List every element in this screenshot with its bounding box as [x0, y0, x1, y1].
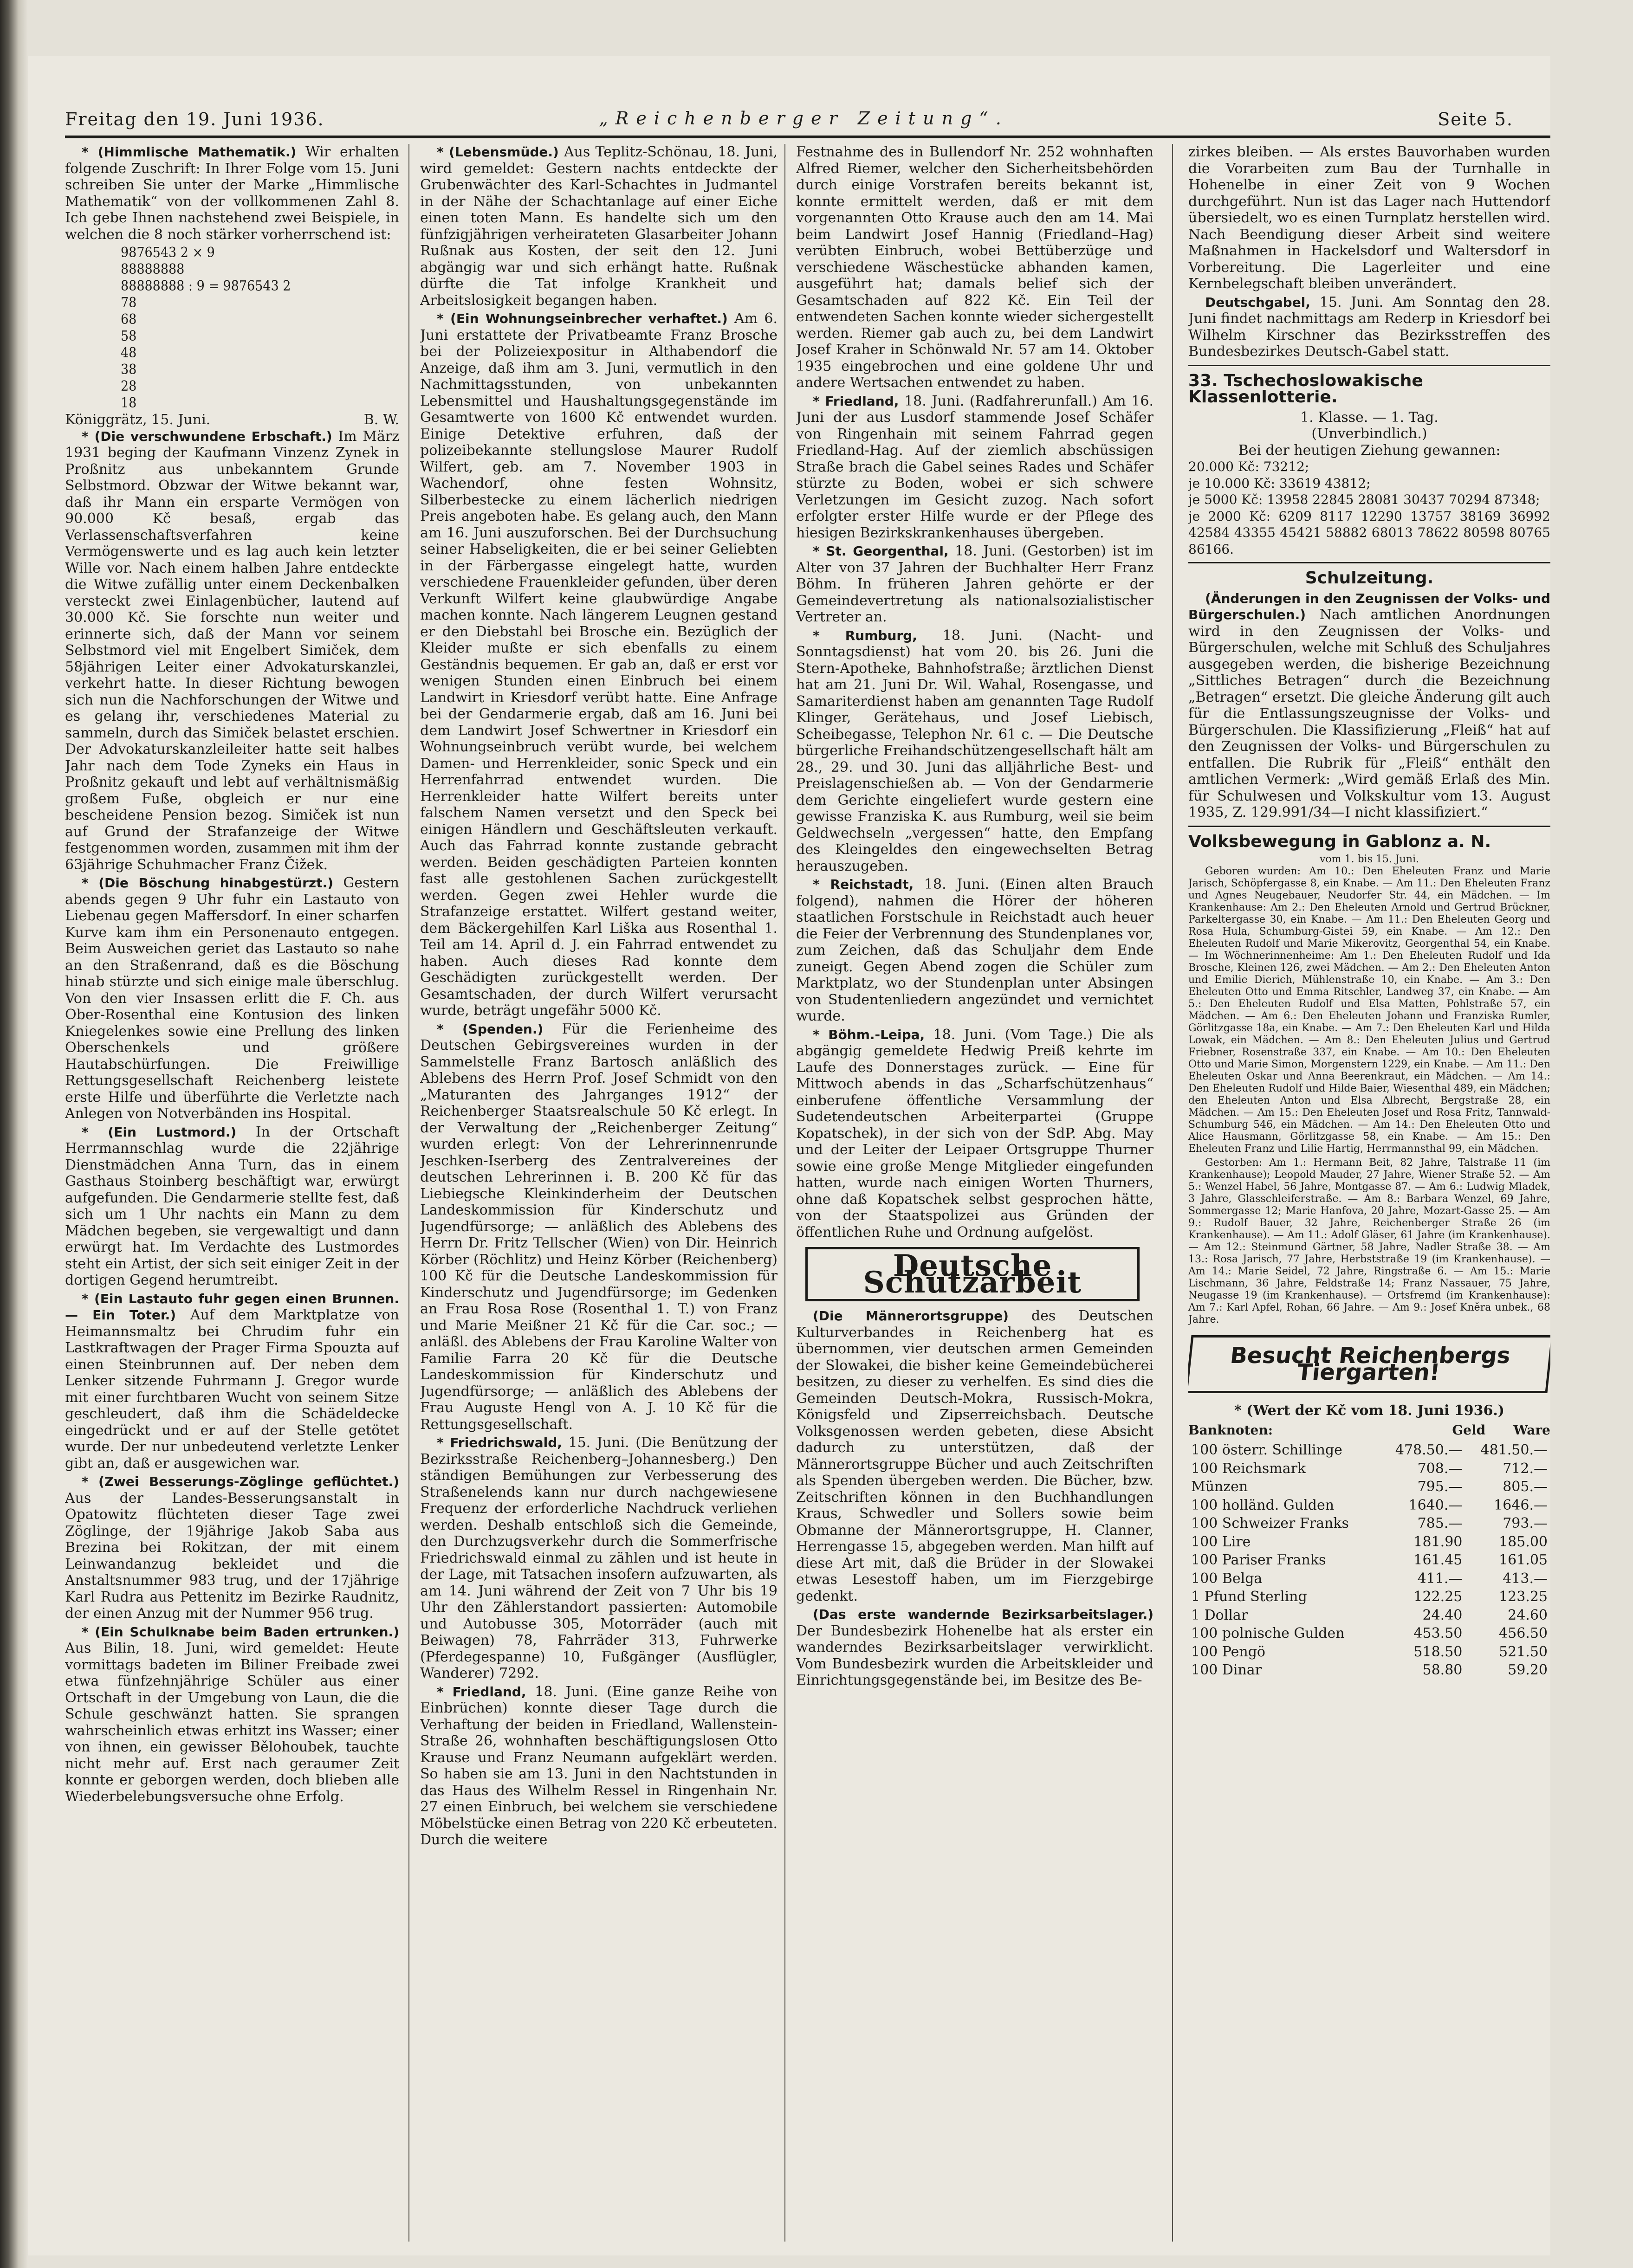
exchange-table [1188, 1441, 1550, 1680]
article-continuation [796, 144, 1153, 391]
exchange-currency: 100 österr. Schillinge [1191, 1442, 1342, 1458]
article [1188, 294, 1550, 360]
article-heading: (Das erste wandernde Bezirksarbeitslager.) [813, 1607, 1153, 1622]
article-body: Der Bundesbezirk Hohenelbe hat als erster ein wanderndes Bezirksarbeitslager verwirklicht. Vom Bundesbezirk wurden die Arbeitskleider und Einrichtungsgegenstände bei, im Besitze des Be- [796, 1622, 1153, 1688]
exchange-bid: 161.45 [1413, 1552, 1463, 1568]
article [65, 1473, 399, 1622]
exchange-bid: 181.90 [1413, 1533, 1463, 1550]
article-heading: * Friedrichswald, [437, 1435, 562, 1450]
exchange-ask: 24.60 [1508, 1607, 1548, 1623]
article-heading: * Rumburg, [813, 627, 917, 643]
article-body: Wir erhalten folgende Zuschrift: In Ihrer Folge vom 15. Juni schreiben Sie unter der Marke „Himmlische Mathematik“ von der vollkommenen Zahl 8. Ich gebe Ihnen nachstehend zwei Beispiele, in welchen die 8 noch stärker vorherrschend ist: [65, 144, 399, 243]
article-heading: Deutschgabel, [1205, 294, 1310, 310]
article-body: Für die Ferienheime des Deutschen Gebirgsvereines wurden in der Sammelstelle Franz Bartosch anläßlich des Ablebens des Herrn Prof. Josef Schmidt von den „Maturanten des Jahrganges 1912“ der Reichenberger Staatsrealschule 50 Kč erlegt. In der Verwaltung der „Reichenberger Zeitung“ wurden erlegt: Von der Lehrerinnenrunde Jeschken-Iserberg des Zentralvereines der deutschen Lehrerinnen i. B. 200 Kč für das Liebiegsche Kleinkinderheim der Deutschen Landeskommission für Kinderschutz und Jugendfürsorge; — anläßlich des Ablebens des Herrn Dr. Fritz Tellscher (Wien) von Dir. Heinrich Körber (Röchlitz) und Heinz Körber (Reichenberg) 100 Kč für die Deutsche Landeskommission für Kinderschutz und Jugendfürsorge; im Gedenken an Frau Rosa Rose (Rosenthal 1. T.) von Franz und Marie Meißner 21 Kč für die Car. soc.; — anläßl. des Ablebens der Frau Karoline Walter von Familie Farra 20 Kč für die Deutsche Landeskommission für Kinderschutz und Jugendfürsorge; — anläßlich des Ablebens der Frau Auguste Hengl von A. J. 10 Kč für die Rettungsgesellschaft. [420, 1021, 778, 1433]
math-example [65, 245, 399, 412]
article-heading: * (Die Böschung hinabgestürzt.) [82, 875, 334, 891]
exchange-bid: 518.50 [1413, 1643, 1463, 1660]
exchange-bid: 453.50 [1413, 1625, 1463, 1641]
article [420, 310, 778, 1019]
article-body: Am 6. Juni erstattete der Privatbeamte Franz Brosche bei der Polizeiexpositur in Althabendorf die Anzeige, daß ihm am 3. Juni, vermutlich in den Nachmittagsstunden, von unbekannten Lebensmittel und Haushaltungsgegenstände im Gesamtwerte von 1600 Kč entwendet wurden. Einige Detektive erfuhren, daß der polizeibekannte stellungslose Maurer Rudolf Wilfert, geb. am 7. November 1903 in Wachendorf, ohne festen Wohnsitz, Silberbestecke zu einem lächerlich niedrigen Preis angeboten habe. Es gelang auch, den Mann am 16. Juni auszuforschen. Bei der Durchsuchung seiner Habseligkeiten, die er bei seiner Geliebten in der Färbergasse eingelegt hatte, wurden verschiedene Frauenkleider gefunden, über deren Verkunft Wilfert keine glaubwürdige Angabe machen konnte. Nach längerem Leugnen gestand er den Diebstahl bei Brosche ein. Bezüglich der Kleider mußte er sich ebenfalls zu einem Geständnis bequemen. Er gab an, daß er erst vor wenigen Stunden einen Einbruch bei einem Landwirt in Kriesdorf verübt hatte. Eine Anfrage bei der Gendarmerie ergab, daß am 16. Juni bei dem Landwirt Josef Schwertner in Kriesdorf ein Wohnungseinbruch verübt wurde, bei welchem Damen- und Herrenkleider, sonic Speck und ein Herrenfahrrad entwendet wurden. Die Herrenkleider hatte Wilfert bereits unter falschem Namen versetzt und den Speck bei einigen Händlern und Geschäftsleuten verkauft. Auch das Fahrrad konnte zustande gebracht werden. Beiden geschädigten Parteien konnten fast alle gestohlenen Sachen zurückgestellt werden. Gegen zwei Hehler wurde die Strafanzeige erstattet. Wilfert gestand weiter, dem Bäckergehilfen Karl Liška aus Rosenthal 1. Teil am 14. April d. J. ein Fahrrad entwendet zu haben. Auch dieses Rad konnte dem Geschädigten zurückgestellt werden. Der Gesamtschaden, der durch Wilfert verursacht wurde, beträgt ungefähr 5000 Kč. [420, 310, 778, 1019]
article-heading: * (Himmlische Mathematik.) [82, 144, 297, 160]
exchange-currency: 100 Pariser Franks [1191, 1552, 1326, 1568]
exchange-columns [1188, 1422, 1550, 1439]
article-heading: * (Ein Schulknabe beim Baden ertrunken.) [82, 1624, 399, 1640]
exchange-currency: 100 Reichsmark [1191, 1460, 1306, 1477]
newspaper-title: „Reichenberger Zeitung“. [599, 108, 1009, 129]
column-4 [1188, 144, 1550, 2251]
exchange-currency: 100 holländ. Gulden [1191, 1497, 1335, 1513]
signature-place: Königgrätz, 15. Juni. [65, 412, 211, 428]
lottery-heading: 33. Tschechoslowakische Klassenlotterie. [1188, 371, 1423, 407]
exchange-currency: 100 Schweizer Franks [1191, 1515, 1349, 1531]
exchange-ask: 521.50 [1499, 1643, 1548, 1660]
article-heading: * (Zwei Besserungs-Zöglinge geflüchtet.) [82, 1474, 399, 1489]
column-2 [420, 144, 778, 2251]
exchange-bid: 478.50.— [1395, 1442, 1463, 1458]
article [420, 144, 778, 309]
scan-edge [0, 0, 28, 2268]
article-body: Aus der Landes-Besserungsanstalt in Opatowitz flüchteten dieser Tage zwei Zöglinge, der 19jährige Jakob Saba aus Brezina bei Rokitzan, der mit einem Leinwandanzug bekleidet und die Anstaltsnummer 983 trug, und der 17jährige Karl Rudra aus Pettenitz im Bezirke Raudnitz, der einen Anzug mit der Nummer 956 trug. [65, 1490, 399, 1622]
exchange-row [1188, 1606, 1550, 1625]
column-1 [65, 144, 399, 2242]
math-line: 88888888 : 9 = 9876543 2 [121, 278, 291, 294]
article-body: zirkes bleiben. — Als erstes Bauvorhaben wurden die Vorarbeiten zum Bau der Turnhalle in Hohenelbe in einer Zeit von 9 Wochen durchgeführt. Nun ist das Lager nach Huttendorf übersiedelt, wo es einen Turnplatz herstellen wird. Nach Beendigung dieser Arbeit sind weitere Maßnahmen in Hackelsdorf und Waltersdorf in Vorbereitung. Die Lagerleiter und eine Kernbelegschaft bleiben unverändert. [1188, 144, 1550, 292]
article-continuation [1188, 144, 1550, 292]
column-3 [796, 144, 1153, 2251]
exchange-row [1188, 1661, 1550, 1680]
article-body: 18. Juni. (Einen alten Brauch folgend), nahmen die Hörer der höheren staatlichen Forstschule in Reichstadt auch heuer die Feier der Verbrennung des Stundenplanes vor, zum Zeichen, daß das Schuljahr dem Ende zuneigt. Gegen Abend zogen die Schüler zum Marktplatz, wo der Stundenplan unter Absingen von Studentenliedern angezündet und vernichtet wurde. [796, 876, 1153, 1024]
exchange-bid: 785.— [1417, 1515, 1463, 1531]
article-heading: * St. Georgenthal, [813, 543, 949, 559]
article-body: 15. Juni. (Die Benützung der Bezirksstraße Reichenberg–Johannesberg.) Den ständigen Bemühungen zur Verbesserung des Straßenelends kann nur durch nachgewiesene Frequenz der erforderliche Nachdruck verliehen werden. Deshalb entschloß sich die Gemeinde, den Durchzugsverkehr durch die Sommerfrische Friedrichswald einmal zu zählen und ist heute in der Lage, mit Tatsachen insofern aufzuwarten, als am 14. Juni während der Zeit von 7 Uhr bis 19 Uhr den Zählerstandort passierten: Automobile und Autobusse 305, Motorräder (auch mit Beiwagen) 78, Fahrräder 313, Fuhrwerke (Pferdegespanne) 10, Fußgänger (Ausflügler, Wanderer) 7292. [420, 1434, 778, 1681]
math-line: 58 [121, 328, 137, 344]
exchange-ask: 456.50 [1499, 1625, 1548, 1641]
page-number: Seite 5. [1438, 109, 1513, 129]
exchange-bid: 708.— [1417, 1460, 1463, 1477]
article-body: In der Ortschaft Herrmannschlag wurde die 22jährige Dienstmädchen Anna Turn, das in einem Gasthaus Stoinberg beschäftigt war, erwürgt aufgefunden. Die Gendarmerie stellte fest, daß sich um 1 Uhr nachts ein Mann zu dem Mädchen begeben, sie vergewaltigt und dann erwürgt hat. Im Verdachte des Lustmordes steht ein Artist, der sich seit einiger Zeit in der dortigen Gegend herumtreibt. [65, 1124, 399, 1288]
article-body: Im März 1931 beging der Kaufmann Vinzenz Zynek in Proßnitz aus unbekanntem Grunde Selbstmord. Obzwar der Witwe bekannt war, daß ihr Mann ein ersparte Vermögen von 90.000 Kč besaß, ergab das Verlassenschaftsverfahren keine Vermögenswerte und es lag auch kein letzter Wille vor. Nach einem halben Jahre entdeckte die Witwe zufällig unter einem Deckenbalken versteckt zwei Einlagenbücher, lautend auf 30.000 Kč. Sie forschte nun weiter und erinnerte sich, daß der Mann vor seinem Selbstmord viel mit Engelbert Simiček, dem 58jährigen Leiter einer Advokaturskanzlei, verkehrt hatte. In dieser Richtung bewogen sich nun die Nachforschungen der Witwe und es gelang ihr, verschiedenes Material zu sammeln, durch das Simiček belastet erschien. Der Advokaturskanzleileiter hatte seit halbes Jahr nach dem Tode Zyneks ein Haus in Proßnitz gekauft und lebt auf verhältnismäßig großem Fuße, obgleich er nur eine bescheidene Pension bezog. Simiček ist nun auf Grund der Strafanzeige der Witwe festgenommen worden, zusammen mit ihm der 63jährige Schuhmacher Franz Čižek. [65, 428, 399, 873]
lottery-results [1188, 459, 1550, 557]
math-line: 88888888 [121, 261, 185, 278]
exchange-ask: 1646.— [1494, 1497, 1548, 1513]
exchange-ask: 59.20 [1508, 1662, 1548, 1678]
exchange-currency: 100 Pengö [1191, 1643, 1265, 1660]
exchange-col-bid: Geld [1452, 1422, 1486, 1438]
article-body: 18. Juni. (Nacht- und Sonntagsdienst) hat vom 20. bis 26. Juni die Stern-Apotheke, Bahnhofstraße; ärztlichen Dienst hat am 21. Juni Dr. Wil. Wahal, Rosengasse, und Samariterdienst haben am genannten Tage Rudolf Klinger, Gerätehaus, und Josef Liebisch, Scheibegasse, Telephon Nr. 61 c. — Die Deutsche bürgerliche Freihandschützengesellschaft hält am 28., 29. und 30. Juni das alljährliche Best- und Preislagenschießen ab. — Von der Gendarmerie dem Gerichte eingeliefert wurde gestern eine gewisse Franziska K. aus Rumburg, weil sie beim Geldwechseln „vergessen“ hatte, den Empfang des Kleingeldes den eingewechselten Betrag herauszugeben. [796, 627, 1153, 874]
exchange-currency: 1 Pfund Sterling [1191, 1589, 1307, 1605]
population-period: vom 1. bis 15. Juni. [1319, 853, 1419, 865]
lottery-class: 1. Klasse. — 1. Tag. [1300, 409, 1439, 426]
math-line: 38 [121, 362, 137, 378]
exchange-bid: 24.40 [1422, 1607, 1463, 1623]
article-heading: * Reichstadt, [813, 877, 914, 892]
exchange-bid: 1640.— [1408, 1497, 1463, 1513]
article-body: Aus Teplitz-Schönau, 18. Juni, wird gemeldet: Gestern nachts entdeckte der Grubenwächter des Karl-Schachtes in Judmantel in der Nähe der Schachtanlage auf einer Eiche einen toten Mann. Es handelte sich um den fünfzigjährigen verheirateten Glasarbeiter Johann Rußnak aus Kosten, der seit den 12. Juni abgängig war und sich erhängt hatte. Rußnak dürfte die Tat infolge Krankheit und Arbeitslosigkeit begangen haben. [420, 144, 778, 309]
article [420, 1021, 778, 1433]
exchange-ask: 481.50.— [1480, 1442, 1548, 1458]
exchange-ask: 161.05 [1499, 1552, 1548, 1568]
math-line: 9876543 2 × 9 [121, 245, 215, 261]
lottery-intro: Bei der heutigen Ziehung gewannen: [1238, 442, 1501, 459]
article [65, 1124, 399, 1289]
exchange-row [1188, 1533, 1550, 1551]
exchange-col-ask: Ware [1513, 1422, 1550, 1438]
lottery-note: (Unverbindlich.) [1311, 426, 1427, 442]
math-line: 78 [121, 295, 137, 311]
exchange-row [1188, 1478, 1550, 1496]
column-divider [1172, 144, 1173, 2242]
section-title-box: Deutsche Schutzarbeit [805, 1247, 1140, 1301]
exchange-row [1188, 1514, 1550, 1533]
article [796, 1027, 1153, 1241]
math-line: 48 [121, 345, 137, 361]
math-line: 18 [121, 395, 137, 411]
exchange-row [1188, 1441, 1550, 1460]
exchange-ask: 805.— [1503, 1479, 1548, 1495]
population-heading: Volksbewegung in Gablonz a. N. [1188, 832, 1491, 851]
article-body: 18. Juni. (Vom Tage.) Die als abgängig gemeldete Hedwig Preiß kehrte im Laufe des Donnerstages zurück. — Eine für Mittwoch abends in das „Scharfschützenhaus“ einberufene öffentliche Versammlung der Sudetendeutschen Arbeiterpartei (Gruppe Kopatschek), in der sich von der SdP. Abg. May und der Leiter der Leipaer Ortsgruppe Thurner sowie eine große Menge Mitglieder eingefunden hatten, wurde nach einigen Worten Thurners, ohne daß Kopatschek selbst gesprochen hätte, von der Staatspolizei aus Gründen der öffentlichen Ruhe und Ordnung aufgelöst. [796, 1026, 1153, 1241]
article-body: 15. Juni. Am Sonntag den 28. Juni findet nachmittags am Rederp in Kriesdorf bei Wilhelm Kirschner das Bezirksstreffen des Bundesbezirkes Deutsch-Gabel statt. [1188, 294, 1550, 360]
article [1188, 590, 1550, 821]
article-heading: * (Ein Wohnungseinbrecher verhaftet.) [437, 311, 728, 326]
exchange-row [1188, 1496, 1550, 1515]
article-body: Festnahme des in Bullendorf Nr. 252 wohnhaften Alfred Riemer, welcher den Sicherheitsbehörden durch einige Vorstrafen bereits bekannt ist, konnte ermittelt werden, daß er mit dem vorgenannten Otto Krause auch den am 14. Mai beim Landwirt Josef Hannig (Friedland–Hag) verübten Einbruch, wobei Bettüberzüge und verschiedene Wäschestücke abhanden kamen, ausgeführt hat; damals belief sich der Gesamtschaden auf 822 Kč. Ein Teil der entwendeten Sachen konnte wieder sichergestellt werden. Riemer gab auch zu, bei dem Landwirt Josef Kraher in Schönwald Nr. 57 am 14. Oktober 1935 eingebrochen und eine goldene Uhr und andere Wertsachen entwendet zu haben. [796, 144, 1153, 391]
article-body: 18. Juni. (Gestorben) ist im Alter von 37 Jahren der Buchhalter Herr Franz Böhm. In früheren Jahren gehörte er der Gemeindevertretung als nationalsozialistischer Vertreter an. [796, 543, 1153, 625]
article-heading: * (Die verschwundene Erbschaft.) [82, 428, 332, 444]
exchange-row [1188, 1588, 1550, 1606]
lottery-line: je 2000 Kč: 6209 8117 12290 13757 38169 36992 42584 43355 45421 58882 68013 78622 80598 80765 86166. [1188, 508, 1550, 557]
article-heading: * Böhm.-Leipa, [813, 1027, 925, 1042]
exchange-currency: 1 Dollar [1191, 1607, 1248, 1623]
article-heading: * Friedland, [813, 393, 899, 409]
exchange-bid: 411.— [1417, 1570, 1463, 1587]
exchange-currency: 100 Belga [1191, 1570, 1263, 1587]
exchange-ask: 712.— [1503, 1460, 1548, 1477]
school-heading: Schulzeitung. [1305, 569, 1434, 588]
article-heading: * (Ein Lastauto fuhr gegen einen Brunnen. — Ein Toter.) [65, 1291, 399, 1323]
article-heading: (Die Männerortsgruppe) [813, 1308, 1009, 1324]
article [796, 543, 1153, 626]
section-rule [1188, 562, 1550, 563]
article-body: Auf dem Marktplatze von Heimannsmaltz bei Chrudim fuhr ein Lastkraftwagen der Prager Firma Spouzta auf einen Steinbrunnen auf. Der neben dem Lenker sitzende Fuhrmann J. Gregor wurde mit einer furchtbaren Wucht von seinem Sitze geschleudert, daß ihm die Schädeldecke eingedrückt und er auf der Stelle getötet wurde. Der nur unbedeutend verletzte Lenker gibt an, daß er ausgewichen war. [65, 1307, 399, 1472]
article [65, 1291, 399, 1472]
exchange-currency: 100 Lire [1191, 1533, 1251, 1550]
lottery-line: 20.000 Kč: 73212; [1188, 459, 1309, 474]
article-heading: * (Spenden.) [437, 1021, 544, 1037]
article [796, 627, 1153, 875]
article-heading: * (Ein Lustmord.) [82, 1124, 237, 1140]
article-body: Gestern abends gegen 9 Uhr fuhr ein Lastauto von Liebenau gegen Maffersdorf. In einer scharfen Kurve kam ihm ein Personenauto entgegen. Beim Ausweichen geriet das Lastauto so nahe an den Straßenrand, daß es die Böschung hinab stürzte und sich einige male überschlug. Von den vier Insassen erlitt die F. Ch. aus Ober-Rosenthal eine Kontusion des linken Kniegelenkes sowie eine Prellung des linken Oberschenkels und größere Hautabschürfungen. Die Freiwillige Rettungsgesellschaft Reichenberg leistete erste Hilfe und überführte die Verletzte nach Anlegen von Notverbänden ins Hospital. [65, 875, 399, 1122]
article [796, 876, 1153, 1025]
exchange-col-label: Banknoten: [1188, 1422, 1273, 1438]
article-heading: * (Lebensmüde.) [437, 144, 559, 160]
article-body: Aus Bilin, 18. Juni, wird gemeldet: Heute vormittags badeten im Biliner Freibade zwei etwa fünfzehnjährige Schüler aus einer Ortschaft in der Umgebung von Laun, die die Schule geschwänzt hatten. Sie sprangen wahrscheinlich etwas erhitzt ins Wasser; einer von ihnen, ein gewisser Bělohoubek, tauchte nicht mehr auf. Erst nach geraumer Zeit konnte er geborgen werden, doch blieben alle Wiederbelebungsversuche ohne Erfolg. [65, 1640, 399, 1805]
section-rule [1188, 826, 1550, 827]
article [420, 1684, 778, 1848]
article [420, 1434, 778, 1682]
article-body: 18. Juni. (Radfahrerunfall.) Am 16. Juni der aus Lusdorf stammende Josef Schäfer von Ringenhain mit seinem Fahrrad gegen Friedland-Hag. Auf der ziemlich abschüssigen Straße brach die Gabel seines Rades und Schäfer stürzte zu Boden, wobei er sich schwere Verletzungen im Gesicht zuzog. Nach sofort erfolgter erster Hilfe wurde er der Pflege des hiesigen Bezirkskrankenhauses übergeben. [796, 393, 1153, 541]
article-heading: (Änderungen in den Zeugnissen der Volks- und Bürgerschulen.) [1188, 590, 1550, 622]
article [65, 1624, 399, 1805]
article [796, 1308, 1153, 1604]
exchange-ask: 413.— [1503, 1570, 1548, 1587]
article [796, 393, 1153, 542]
exchange-row [1188, 1570, 1550, 1588]
exchange-row [1188, 1624, 1550, 1643]
section-rule [1188, 365, 1550, 366]
exchange-ask: 793.— [1503, 1515, 1548, 1531]
article-body: Nach amtlichen Anordnungen wird in den Zeugnissen der Volks- und Bürgerschulen, welche mit Schluß des Schuljahres ausgegeben werden, die bisherige Bezeichnung „Sittliches Betragen“ durch die Bezeichnung „Betragen“ ersetzt. Die gleiche Änderung gilt auch für die Entlassungszeugnisse der Volks- und Bürgerschulen. Die Klassifizierung „Fleiß“ hat auf den Zeugnissen der Volks- und Bürgerschulen zu entfallen. Die Rubrik für „Fleiß“ enthält den amtlichen Vermerk: „Wird gemäß Erlaß des Min. für Schulwesen und Volkskultur vom 13. August 1935, Z. 129.991/34—I nicht klassifiziert.“ [1188, 607, 1550, 821]
exchange-row [1188, 1643, 1550, 1661]
exchange-ask: 185.00 [1499, 1533, 1548, 1550]
math-line: 68 [121, 311, 137, 328]
exchange-currency: Münzen [1191, 1479, 1248, 1495]
exchange-bid: 795.— [1417, 1479, 1463, 1495]
deaths-list: Gestorben: Am 1.: Hermann Beit, 82 Jahre, Talstraße 11 (im Krankenhause); Leopold Mauder, 27 Jahre, Wiener Straße 52. — Am 5.: Wenzel Habel, 56 Jahre, Montgasse 87. — Am 6.: Ludwig Mladek, 3 Jahre, Glasschleiferstraße. — Am 8.: Barbara Wenzel, 69 Jahre, Sommergasse 12; Marie Hanfova, 20 Jahre, Mozart-Gasse 25. — Am 9.: Rudolf Bauer, 32 Jahre, Reichenberger Straße 26 (im Krankenhause). — Am 11.: Adolf Gläser, 61 Jahre (im Krankenhause). — Am 12.: Steinmund Gärtner, 58 Jahre, Nadler Straße 38. — Am 13.: Rosa Jarisch, 77 Jahre, Herbststraße 19 (im Krankenhause). — Am 14.: Marie Seidel, 72 Jahre, Ringstraße 6. — Am 15.: Marie Lischmann, 36 Jahre, Feldstraße 14; Franz Nassauer, 75 Jahre, Neugasse 19 (im Krankenhause). — Ortsfremd (im Krankenhause): Am 7.: Karl Apfel, Rohan, 66 Jahre. — Am 9.: Josef Kněra unbek., 68 Jahre. [1188, 1157, 1550, 1325]
article-body: 18. Juni. (Eine ganze Reihe von Einbrüchen) konnte dieser Tage durch die Verhaftung der beiden in Friedland, Wallenstein-Straße 26, wohnhaften beschäftigungslosen Otto Krause und Franz Neumann aufgeklärt werden. So haben sie am 13. Juni in den Nachtstunden in das Haus des Wilhelm Ressel in Ringenhain Nr. 27 einen Einbruch, bei welchem sie verschiedene Möbelstücke einen Betrag von 220 Kč erbeuteten. Durch die weitere [420, 1683, 778, 1848]
zoo-banner: Besucht Reichenbergs Tiergarten! [1188, 1335, 1550, 1393]
exchange-bid: 58.80 [1422, 1662, 1463, 1678]
article-heading: * Friedland, [437, 1684, 526, 1699]
math-line: 28 [121, 378, 137, 394]
article [65, 428, 399, 873]
exchange-heading: * (Wert der Kč vom 18. Juni 1936.) [1234, 1402, 1504, 1419]
article [65, 875, 399, 1122]
exchange-row [1188, 1460, 1550, 1478]
exchange-bid: 122.25 [1413, 1589, 1463, 1605]
lottery-line: je 5000 Kč: 13958 22845 28081 30437 70294 87348; [1188, 492, 1540, 507]
page-header [65, 104, 1550, 137]
exchange-row [1188, 1551, 1550, 1570]
header-rule [65, 136, 1550, 138]
issue-date: Freitag den 19. Juni 1936. [65, 109, 324, 129]
lottery-line: je 10.000 Kč: 33619 43812; [1188, 475, 1371, 491]
column-divider [784, 144, 785, 2242]
exchange-ask: 123.25 [1499, 1589, 1548, 1605]
column-divider [408, 144, 409, 2242]
article [65, 144, 399, 243]
exchange-currency: 100 polnische Gulden [1191, 1625, 1345, 1641]
signature-initials: B. W. [363, 412, 399, 428]
signature-line [65, 412, 399, 428]
article-body: des Deutschen Kulturverbandes in Reichenberg hat es übernommen, vier deutschen armen Gemeinden der Slowakei, die bisher keine Gemeindebücherei besitzen, zu dieser zu verhelfen. Es sind dies die Gemeinden Deutsch-Mokra, Russisch-Mokra, Königsfeld und Zipserreichsbach. Deutsche Volksgenossen werden gebeten, diese Absicht dadurch zu unterstützen, daß der Männerortsgruppe Bücher und auch Zeitschriften als Spenden übergeben werden. Die Bücher, bzw. Zeitschriften können in den Buchhandlungen Kraus, Schwedler und Sollers sowie beim Obmanne der Männerortsgruppe, H. Clanner, Herrengasse 15, abgegeben werden. Man hilft auf diese Art mit, daß die Brüder in der Slowakei etwas Lesestoff haben, um im Fierzgebirge gedenkt. [796, 1308, 1153, 1604]
exchange-currency: 100 Dinar [1191, 1662, 1262, 1678]
births-list: Geboren wurden: Am 10.: Den Eheleuten Franz und Marie Jarisch, Schöpfergasse 8, ein Knabe. — Am 11.: Den Eheleuten Franz und Agnes Neugebauer, Neudorfer Str. 44, ein Mädchen. — Im Krankenhause: Am 2.: Den Eheleuten Arnold und Gertrud Brückner, Parkeltergasse 30, ein Knabe. — Am 11.: Den Eheleuten Georg und Rosa Hula, Schumburg-Gistei 59, ein Knabe. — Am 12.: Den Eheleuten Rudolf und Marie Mikerovitz, Georgenthal 54, ein Knabe. — Im Wöchnerinnenheime: Am 1.: Den Eheleuten Rudolf und Ida Brosche, Kleinen 126, zwei Mädchen. — Am 2.: Den Eheleuten Anton und Emilie Dierich, Mühlenstraße 10, ein Knabe. — Am 3.: Den Eheleuten Otto und Emma Ritschler, Landweg 37, ein Knabe. — Am 5.: Den Eheleuten Rudolf und Elsa Matten, Pohlstraße 57, ein Mädchen. — Am 6.: Den Eheleuten Johann und Franziska Rumler, Görlitzgasse 18a, ein Knabe. — Am 7.: Den Eheleuten Karl und Hilda Lowak, ein Mädchen. — Am 8.: Den Eheleuten Julius und Gertrud Friebner, Rosenstraße 337, ein Knabe. — Am 10.: Den Eheleuten Otto und Marie Simon, Morgenstern 1229, ein Knabe. — Am 11.: Den Eheleuten Oskar und Anna Beerenkraut, ein Mädchen. — Am 14.: Den Eheleuten Rudolf und Hilde Baier, Wiesenthal 489, ein Mädchen; den Eheleuten Anton und Elsa Albrecht, Bergstraße 28, ein Mädchen. — Am 15.: Den Eheleuten Josef und Rosa Fritz, Tannwald-Schumburg 546, ein Mädchen. — Am 14.: Den Eheleuten Otto und Alice Hausmann, Görlitzgasse 58, ein Knabe. — Am 15.: Den Eheleuten Franz und Lilie Hartig, Herrmannsthal 99, ein Mädchen. [1188, 866, 1550, 1155]
article [796, 1606, 1153, 1689]
